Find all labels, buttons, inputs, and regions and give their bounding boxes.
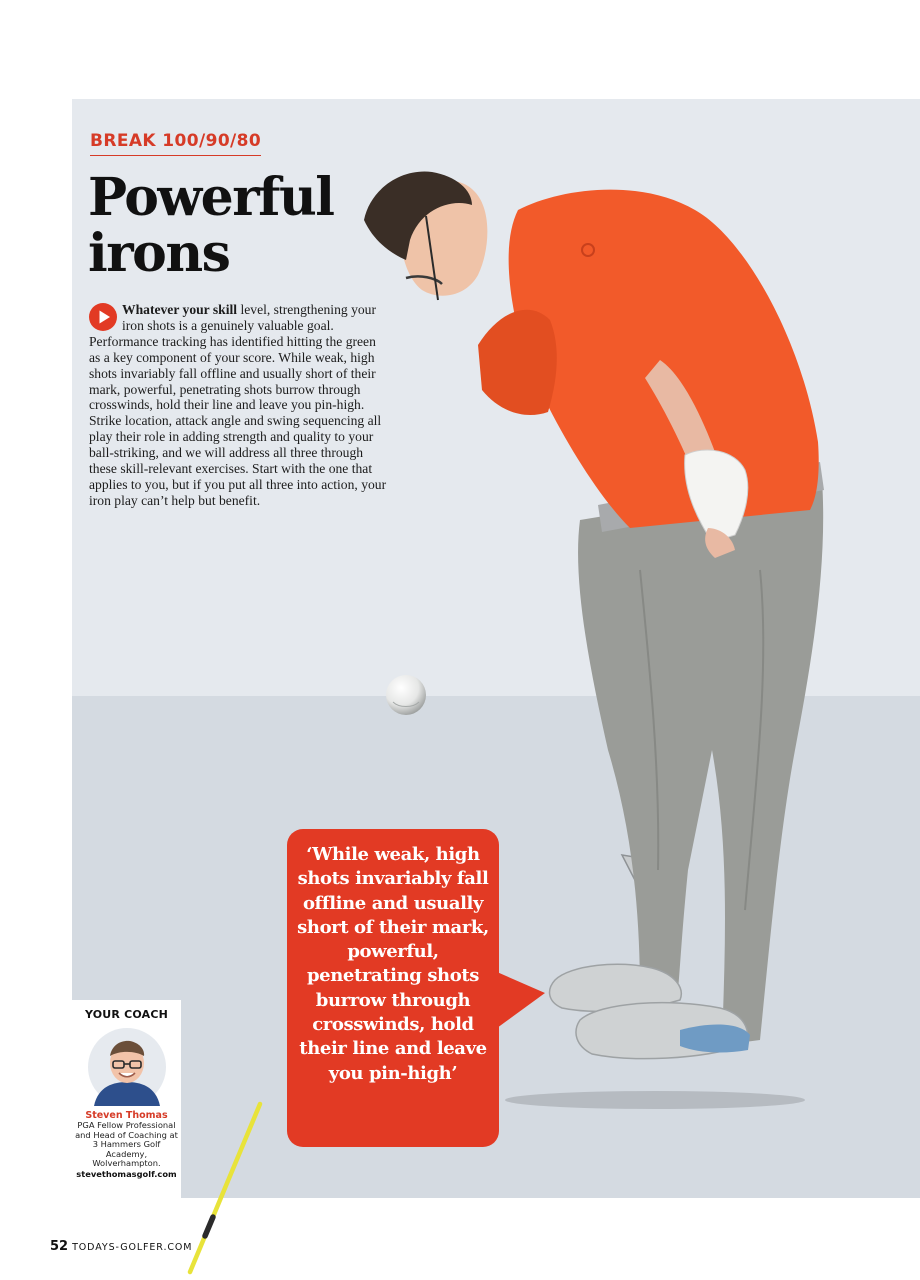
site-name: TODAYS-GOLFER.COM [72,1242,193,1253]
headline [88,167,334,284]
headline-line-2: irons [88,223,230,284]
pull-quote-pointer [497,972,545,1028]
coach-label: YOUR COACH [84,1008,169,1021]
coach-description: PGA Fellow Professional and Head of Coaching at 3 Hammers Golf Academy, Wolverhampton. [75,1120,178,1169]
coach-name: Steven Thomas [85,1110,168,1121]
headline-line-1: Powerful [88,167,334,228]
intro-lead: Whatever your skill [122,302,238,317]
play-icon [89,303,117,331]
pull-quote-text: ‘While weak, high shots invariably fall offline and usually short of their mark, powerful, penetrating shots burrow through crosswinds, hold their line and leave you pin-high’ [297,844,489,1084]
page-footer [50,1235,192,1254]
alignment-stick [180,1100,270,1280]
coach-website: stevethomasgolf.com [76,1168,177,1179]
coach-box [72,1000,181,1200]
coach-avatar [88,1028,166,1106]
page-number: 52 [50,1239,69,1254]
golf-ball [385,674,427,716]
intro-body: level, strengthening your iron shots is a genuinely valuable goal. Performance tracking has identified hitting the green as a key component of your score. While weak, high shots invariably fall offline and usually short of their mark, powerful, penetrating shots burrow through crosswinds, hold their line and leave you pin-high. Strike location, attack angle and swing sequencing all play their role in adding strength and quality to your ball-striking, and we will address all three through these skill-relevant exercises. Start with the one that applies to you, but if you put all three into action, your iron play can’t help but benefit. [89,302,387,508]
section-kicker: BREAK 100/90/80 [90,131,261,156]
